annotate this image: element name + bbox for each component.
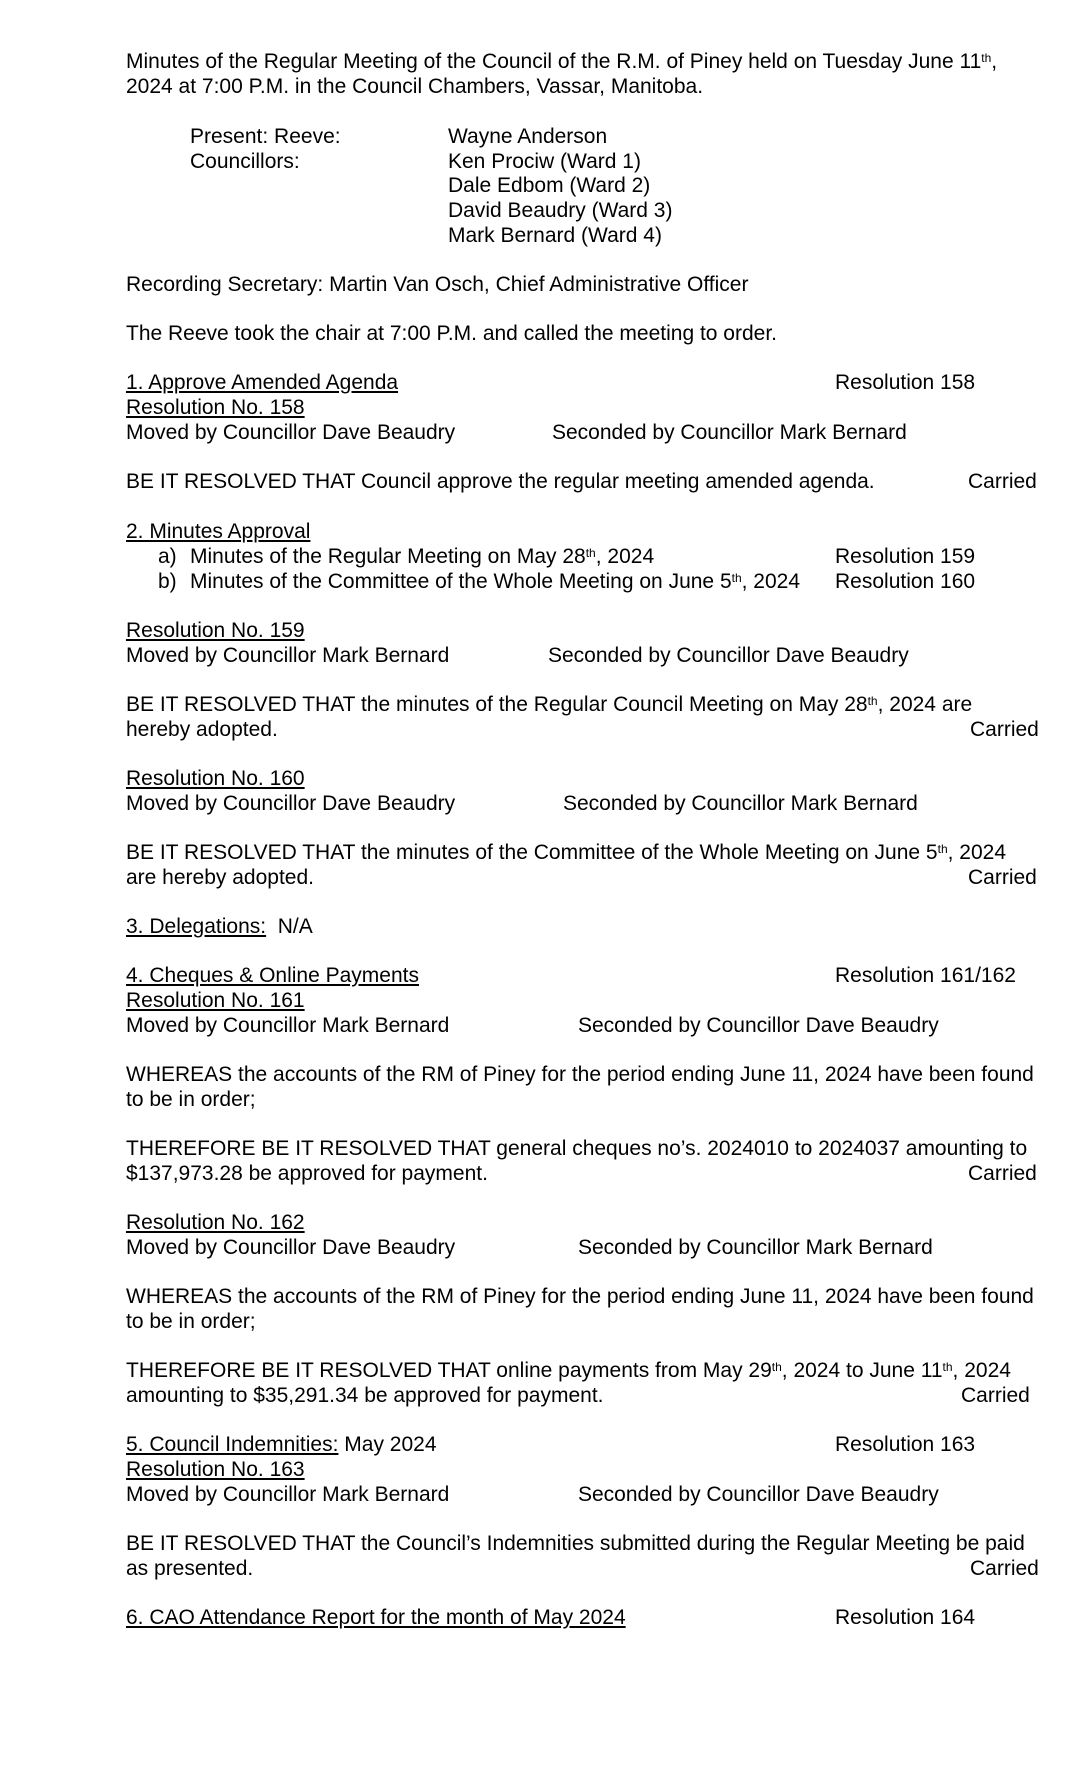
resolution-162-whereas: WHEREAS the accounts of the RM of Piney for the period ending June 11, 2024 have been found [126, 1285, 1034, 1308]
resolution-162-therefore: THEREFORE BE IT RESOLVED THAT online payments from May 29th, 2024 to June 11th, 2024 [126, 1359, 1011, 1382]
resolution-161-status: Carried [968, 1162, 1037, 1185]
councillor-name: Ken Prociw (Ward 1) [448, 150, 641, 173]
resolution-158-number: Resolution No. 158 [126, 396, 305, 419]
intro-text-end: , [991, 50, 998, 73]
resolution-160-body: BE IT RESOLVED THAT the minutes of the Committee of the Whole Meeting on June 5th, 2024 [126, 841, 1007, 864]
item-b-resolution: Resolution 160 [835, 570, 976, 593]
section-5-resolution-ref: Resolution 163 [835, 1433, 976, 1456]
resolution-162-therefore-line2: amounting to $35,291.34 be approved for payment. [126, 1384, 604, 1407]
resolution-158-moved: Moved by Councillor Dave Beaudry [126, 421, 456, 444]
resolution-159-body-line2: hereby adopted. [126, 718, 278, 741]
meeting-intro-line2: 2024 at 7:00 P.M. in the Council Chambers, Vassar, Manitoba. [126, 75, 704, 98]
resolution-163-body-line2: as presented. [126, 1557, 254, 1580]
resolution-160-seconded: Seconded by Councillor Mark Bernard [563, 792, 918, 815]
resolution-163-status: Carried [970, 1557, 1039, 1580]
delegations-value: N/A [277, 915, 313, 938]
intro-sup: th [981, 51, 992, 65]
resolution-158-body: BE IT RESOLVED THAT Council approve the regular meeting amended agenda. [126, 470, 875, 493]
resolution-159-body: BE IT RESOLVED THAT the minutes of the Regular Council Meeting on May 28th, 2024 are [126, 693, 973, 716]
resolution-163-number: Resolution No. 163 [126, 1458, 305, 1481]
resolution-159-moved: Moved by Councillor Mark Bernard [126, 644, 450, 667]
resolution-163-moved: Moved by Councillor Mark Bernard [126, 1483, 450, 1506]
resolution-162-whereas-line2: to be in order; [126, 1310, 256, 1333]
resolution-161-therefore: THEREFORE BE IT RESOLVED THAT general cheques no’s. 2024010 to 2024037 amounting to [126, 1137, 1028, 1160]
resolution-161-whereas-line2: to be in order; [126, 1088, 256, 1111]
resolution-162-status: Carried [961, 1384, 1030, 1407]
resolution-161-whereas: WHEREAS the accounts of the RM of Piney for the period ending June 11, 2024 have been found [126, 1063, 1034, 1086]
resolution-158-status: Carried [968, 470, 1037, 493]
resolution-163-body: BE IT RESOLVED THAT the Council’s Indemnities submitted during the Regular Meeting be paid [126, 1532, 1025, 1555]
resolution-159-number: Resolution No. 159 [126, 619, 305, 642]
section-3-heading: 3. Delegations: N/A [126, 915, 313, 938]
resolution-161-therefore-line2: $137,973.28 be approved for payment. [126, 1162, 488, 1185]
councillor-name: Dale Edbom (Ward 2) [448, 174, 651, 197]
section-1-heading: 1. Approve Amended Agenda [126, 371, 399, 394]
resolution-160-status: Carried [968, 866, 1037, 889]
resolution-160-body-line2: are hereby adopted. [126, 866, 314, 889]
resolution-162-moved: Moved by Councillor Dave Beaudry [126, 1236, 456, 1259]
item-a-resolution: Resolution 159 [835, 545, 976, 568]
section-4-resolution-ref: Resolution 161/162 [835, 964, 1016, 987]
resolution-159-seconded: Seconded by Councillor Dave Beaudry [548, 644, 909, 667]
meeting-intro [126, 50, 1044, 74]
section-4-heading: 4. Cheques & Online Payments [126, 964, 419, 987]
item-a-text: Minutes of the Regular Meeting on May 28th, 2024 [190, 545, 655, 568]
section-5-heading: 5. Council Indemnities: May 2024 [126, 1433, 437, 1456]
section-2-heading: 2. Minutes Approval [126, 520, 311, 543]
councillor-name: David Beaudry (Ward 3) [448, 199, 673, 222]
resolution-160-number: Resolution No. 160 [126, 767, 305, 790]
section-6-heading: 6. CAO Attendance Report for the month of May 2024 [126, 1606, 626, 1629]
resolution-163-seconded: Seconded by Councillor Dave Beaudry [578, 1483, 939, 1506]
resolution-160-moved: Moved by Councillor Dave Beaudry [126, 792, 456, 815]
recording-secretary: Recording Secretary: Martin Van Osch, Chief Administrative Officer [126, 273, 749, 296]
item-a-label: a) [158, 545, 177, 568]
councillors-label: Councillors: [190, 150, 300, 173]
section-1-resolution-ref: Resolution 158 [835, 371, 976, 394]
section-5-period: May 2024 [338, 1433, 437, 1456]
councillor-name: Mark Bernard (Ward 4) [448, 224, 662, 247]
reeve-name: Wayne Anderson [448, 125, 608, 148]
item-b-label: b) [158, 570, 177, 593]
resolution-161-seconded: Seconded by Councillor Dave Beaudry [578, 1014, 939, 1037]
resolution-162-seconded: Seconded by Councillor Mark Bernard [578, 1236, 933, 1259]
resolution-158-seconded: Seconded by Councillor Mark Bernard [552, 421, 907, 444]
section-6-resolution-ref: Resolution 164 [835, 1606, 976, 1629]
present-label: Present: Reeve: [190, 125, 341, 148]
item-b-text: Minutes of the Committee of the Whole Meeting on June 5th, 2024 [190, 570, 801, 593]
call-to-order: The Reeve took the chair at 7:00 P.M. and called the meeting to order. [126, 322, 778, 345]
intro-text: Minutes of the Regular Meeting of the Council of the R.M. of Piney held on Tuesday June 11 [126, 50, 982, 73]
resolution-161-number: Resolution No. 161 [126, 989, 305, 1012]
resolution-159-status: Carried [970, 718, 1039, 741]
resolution-161-moved: Moved by Councillor Mark Bernard [126, 1014, 450, 1037]
resolution-162-number: Resolution No. 162 [126, 1211, 305, 1234]
